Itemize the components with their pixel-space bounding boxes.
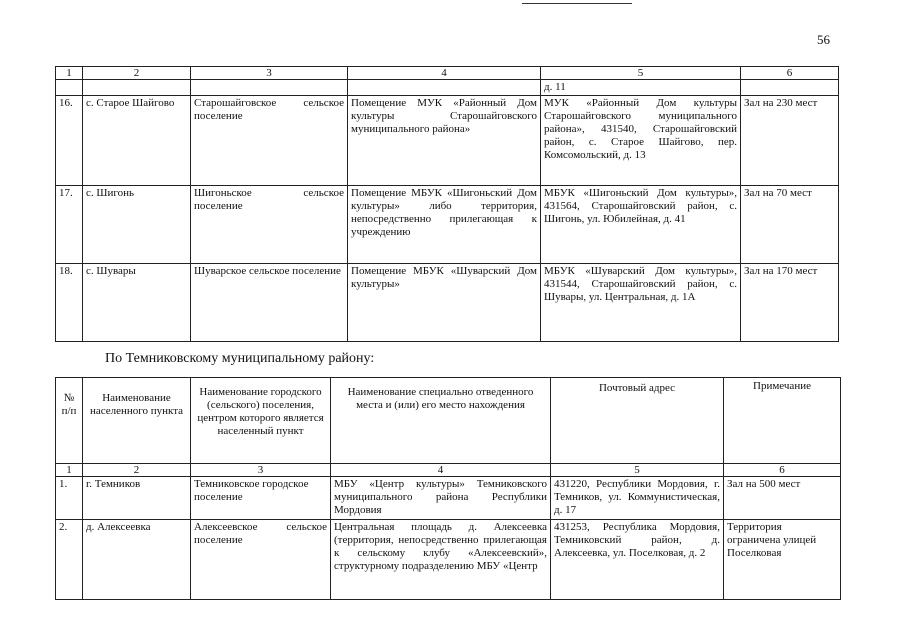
header-number: 3 [191, 67, 348, 80]
table-header-numbers [56, 464, 841, 477]
locality-cell: с. Старое Шайгово [83, 96, 191, 186]
column-header: Наименование городского (сельского) поселения, центром которого является населенный пункт [191, 378, 331, 464]
note-cell: Территория ограничена улицей Поселковая [724, 520, 841, 600]
note-cell: Зал на 500 мест [724, 477, 841, 520]
address-cell: 431253, Республика Мордовия, Темниковский район, д. Алексеевка, ул. Поселковая, д. 2 [551, 520, 724, 600]
table-row [56, 96, 839, 186]
table-row [56, 186, 839, 264]
table-cell [348, 80, 541, 96]
settlement-cell: Шигоньское сельское поселение [191, 186, 348, 264]
settlement-cell: Темниковское городское поселение [191, 477, 331, 520]
column-header: Наименование специально отведенного места и (или) его место нахождения [331, 378, 551, 464]
address-cell: МБУК «Шигоньский Дом культуры», 431564, Старошайговский район, с. Шигонь, ул. Юбилейная, д. 41 [541, 186, 741, 264]
table-cell: д. 11 [541, 80, 741, 96]
table-cell [83, 80, 191, 96]
address-cell: МУК «Районный Дом культуры Старошайговского муниципального района», 431540, Старошайговский район, с. Старое Шайгово, пер. Комсомольский, д. 13 [541, 96, 741, 186]
address-cell: МБУК «Шуварский Дом культуры», 431544, Старошайговский район, с. Шувары, ул. Центральная, д. 1А [541, 264, 741, 342]
column-header: Примечание [724, 378, 841, 464]
place-cell: МБУ «Центр культуры» Темниковского муниципального района Республики Мордовия [331, 477, 551, 520]
row-number: 2. [56, 520, 83, 600]
table-cell [56, 80, 83, 96]
place-cell: Помещение МБУК «Шуварский Дом культуры» [348, 264, 541, 342]
table-starosh [55, 66, 839, 342]
place-cell: Помещение МУК «Районный Дом культуры Старошайговского муниципального района» [348, 96, 541, 186]
table-header-numbers [56, 67, 839, 80]
row-number: 16. [56, 96, 83, 186]
section-title: По Темниковскому муниципальному району: [105, 351, 375, 366]
table-temnikov [55, 377, 841, 600]
locality-cell: д. Алексеевка [83, 520, 191, 600]
header-number: 1 [56, 67, 83, 80]
table-row [56, 264, 839, 342]
table-row [56, 520, 841, 600]
top-rule [522, 3, 632, 4]
note-cell: Зал на 230 мест [741, 96, 839, 186]
settlement-cell: Старошайговское сельское поселение [191, 96, 348, 186]
table-header-row [56, 378, 841, 464]
page-number: 56 [817, 32, 830, 47]
header-number: 6 [724, 464, 841, 477]
locality-cell: с. Шувары [83, 264, 191, 342]
settlement-cell: Алексеевское сельское поселение [191, 520, 331, 600]
row-number: 17. [56, 186, 83, 264]
header-number: 2 [83, 67, 191, 80]
locality-cell: г. Темников [83, 477, 191, 520]
header-number: 4 [331, 464, 551, 477]
settlement-cell: Шуварское сельское поселение [191, 264, 348, 342]
place-cell: Центральная площадь д. Алексеевка (территория, непосредственно прилегающая к сельскому клубу «Алексеевский», структурному подразделению МБУ «Центр [331, 520, 551, 600]
table-row [56, 80, 839, 96]
locality-cell: с. Шигонь [83, 186, 191, 264]
note-cell: Зал на 70 мест [741, 186, 839, 264]
row-number: 1. [56, 477, 83, 520]
header-number: 4 [348, 67, 541, 80]
table-cell [191, 80, 348, 96]
note-cell: Зал на 170 мест [741, 264, 839, 342]
header-number: 3 [191, 464, 331, 477]
place-cell: Помещение МБУК «Шигоньский Дом культуры» либо территория, непосредственно прилегающая к учреждению [348, 186, 541, 264]
table-cell [741, 80, 839, 96]
header-number: 2 [83, 464, 191, 477]
row-number: 18. [56, 264, 83, 342]
header-number: 5 [551, 464, 724, 477]
header-number: 1 [56, 464, 83, 477]
address-cell: 431220, Республики Мордовия, г. Темников, ул. Коммунистическая, д. 17 [551, 477, 724, 520]
table-row [56, 477, 841, 520]
column-header: Наименование населенного пункта [83, 378, 191, 464]
column-header: Почтовый адрес [551, 378, 724, 464]
column-header: № п/п [56, 378, 83, 464]
header-number: 6 [741, 67, 839, 80]
header-number: 5 [541, 67, 741, 80]
